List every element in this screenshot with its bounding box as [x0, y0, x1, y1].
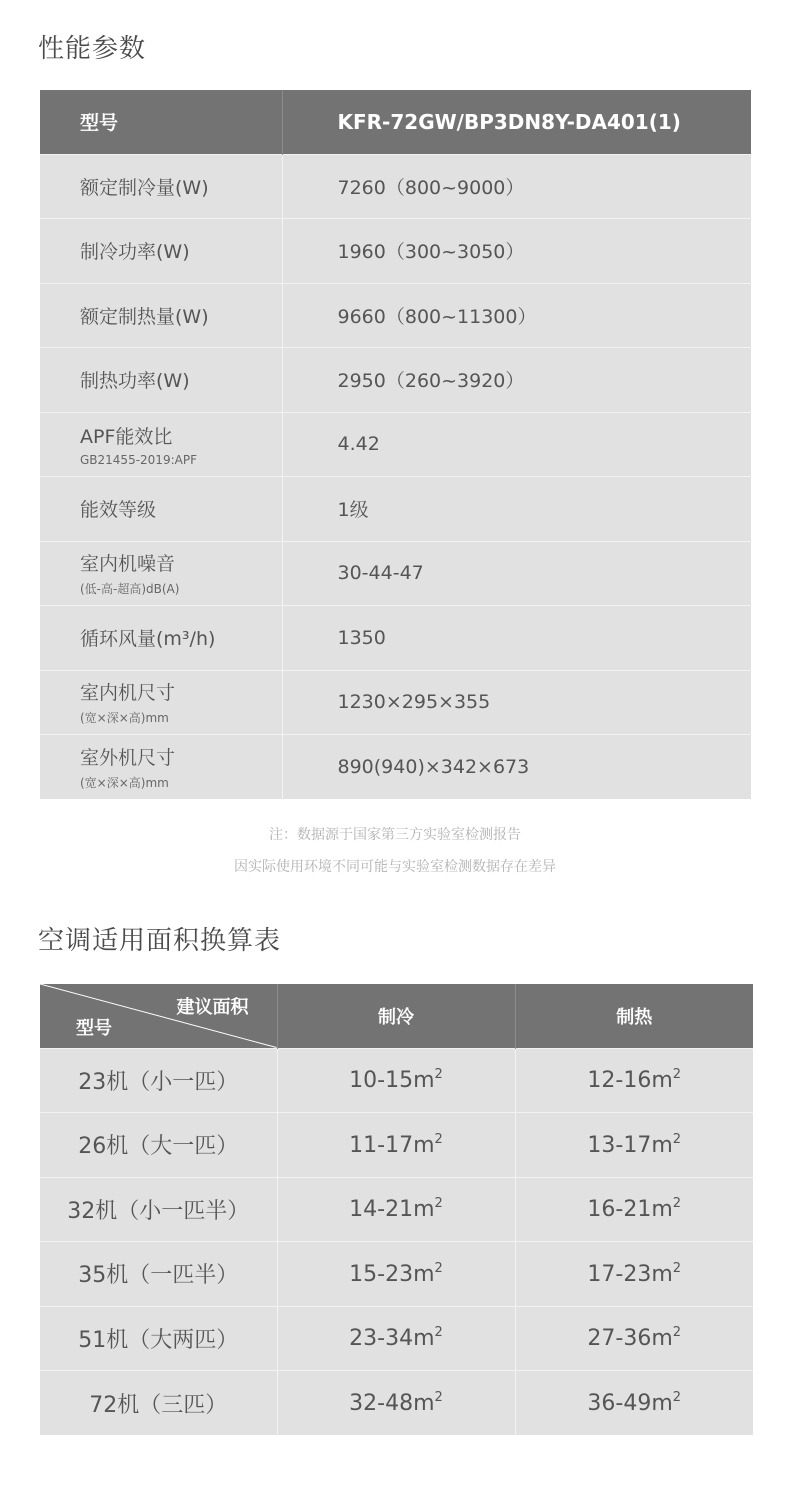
spec-row-value: 1960（300~3050） [282, 219, 751, 284]
area-row-heating [515, 1113, 753, 1178]
area-row-cooling-value: 11-17m [349, 1132, 435, 1158]
spec-row-name: 额定制热量(W) [80, 305, 209, 328]
spec-row-value: 9660（800~11300） [282, 283, 751, 348]
area-header-suggested-area: 建议面积 [176, 997, 249, 1018]
spec-row [40, 735, 751, 800]
spec-row-name: 额定制冷量(W) [80, 176, 209, 199]
area-row-cooling-value: 23-34m [349, 1326, 435, 1352]
spec-row-value: 7260（800~9000） [282, 154, 751, 219]
area-row-cooling [277, 1113, 515, 1178]
area-unit-superscript: 2 [434, 1390, 443, 1405]
spec-row-name-cell [40, 154, 282, 219]
spec-row-value: 4.42 [282, 412, 751, 477]
area-unit-superscript: 2 [434, 1196, 443, 1212]
area-section-title: 空调适用面积换算表 [38, 926, 282, 956]
area-unit-superscript: 2 [434, 1325, 443, 1341]
area-header-model: 型号 [76, 1017, 112, 1039]
area-row-cooling [277, 1048, 515, 1113]
area-unit-superscript: 2 [672, 1260, 682, 1276]
spec-row-value: 30-44-47 [282, 541, 751, 606]
spec-row-name-cell [40, 477, 282, 542]
spec-row [40, 477, 751, 542]
area-unit-superscript: 2 [672, 1390, 682, 1405]
spec-row-name: 制冷功率(W) [80, 241, 190, 264]
area-row-model: 35机（一匹半） [40, 1242, 277, 1307]
spec-row-value: 1级 [282, 477, 751, 542]
spec-table [40, 90, 751, 799]
spec-row-value: 890(940)×342×673 [282, 735, 751, 800]
area-row-heating-value: 36-49m [587, 1391, 673, 1416]
area-row-model: 72机（三匹） [40, 1371, 277, 1436]
area-unit-superscript: 2 [672, 1131, 682, 1147]
area-row-cooling [277, 1371, 515, 1436]
area-row [40, 1048, 753, 1113]
area-header-cooling: 制冷 [277, 984, 515, 1048]
area-row-cooling [277, 1242, 515, 1307]
area-row-cooling [277, 1177, 515, 1242]
area-row-heating-value: 12-16m [587, 1068, 673, 1094]
area-row-heating [515, 1306, 753, 1371]
area-row [40, 1242, 753, 1307]
spec-row-subnote: (低-高-超高)dB(A) [80, 582, 180, 597]
area-row-model: 32机（小一匹半） [40, 1177, 277, 1242]
note-line-2: 因实际使用环境不同可能与实验室检测数据存在差异 [234, 859, 556, 875]
spec-row-name-cell [40, 219, 282, 284]
area-row-model: 26机（大一匹） [40, 1113, 277, 1178]
area-header-diagonal-cell [40, 984, 277, 1048]
area-row-model: 23机（小一匹） [40, 1048, 277, 1113]
spec-row-value: 1350 [282, 606, 751, 671]
area-row-heating-value: 16-21m [587, 1197, 673, 1223]
spec-row-subnote: GB21455-2019:APF [80, 452, 197, 467]
area-unit-superscript: 2 [434, 1131, 443, 1147]
spec-row-name: 室外机尺寸 [80, 747, 176, 769]
spec-row-name: APF能效比 [80, 425, 173, 448]
area-row-cooling-value: 14-21m [349, 1197, 435, 1223]
area-row-heating [515, 1242, 753, 1307]
spec-row-subnote: (宽×深×高)mm [80, 776, 169, 790]
spec-row-name: 室内机尺寸 [80, 682, 176, 705]
area-row [40, 1306, 753, 1371]
spec-row-name-cell [40, 670, 282, 735]
area-unit-superscript: 2 [672, 1325, 682, 1341]
area-header-heating: 制热 [515, 984, 753, 1048]
spec-row [40, 154, 751, 219]
spec-row-name: 制热功率(W) [80, 370, 190, 393]
area-row-heating-value: 13-17m [587, 1132, 673, 1158]
area-row-cooling [277, 1306, 515, 1371]
spec-row-name-cell [40, 283, 282, 348]
spec-header-name: 型号 [40, 90, 282, 154]
area-row-cooling-value: 10-15m [349, 1068, 435, 1094]
area-row-cooling-value: 15-23m [349, 1261, 435, 1287]
note-line-1: 注：数据源于国家第三方实验室检测报告 [269, 827, 521, 843]
spec-row [40, 412, 751, 477]
area-row [40, 1177, 753, 1242]
spec-row-value: 1230×295×355 [282, 670, 751, 735]
area-row-heating [515, 1371, 753, 1436]
spec-row-name-cell [40, 412, 282, 477]
spec-row [40, 541, 751, 606]
spec-row [40, 606, 751, 671]
area-row-cooling-value: 32-48m [349, 1391, 435, 1416]
spec-row-name: 室内机噪音 [80, 553, 176, 576]
spec-row [40, 670, 751, 735]
area-table [40, 984, 753, 1435]
area-row [40, 1371, 753, 1436]
area-row-model: 51机（大两匹） [40, 1306, 277, 1371]
area-unit-superscript: 2 [672, 1067, 682, 1083]
area-row-heating-value: 27-36m [587, 1326, 673, 1352]
spec-header-row [40, 90, 751, 154]
spec-row [40, 283, 751, 348]
area-header-row [40, 984, 753, 1048]
spec-header-model: KFR-72GW/BP3DN8Y-DA401(1) [282, 90, 751, 154]
area-unit-superscript: 2 [672, 1196, 682, 1212]
area-row-heating [515, 1177, 753, 1242]
area-unit-superscript: 2 [434, 1067, 443, 1083]
spec-row-name-cell [40, 348, 282, 413]
area-unit-superscript: 2 [434, 1260, 443, 1276]
area-row-heating [515, 1048, 753, 1113]
spec-row-name-cell [40, 541, 282, 606]
spec-row [40, 348, 751, 413]
spec-row-name: 能效等级 [80, 499, 157, 522]
spec-row-value: 2950（260~3920） [282, 348, 751, 413]
spec-row-name-cell [40, 606, 282, 671]
spec-row [40, 219, 751, 284]
spec-row-subnote: (宽×深×高)mm [80, 711, 169, 726]
area-row-heating-value: 17-23m [587, 1261, 673, 1287]
spec-section-title: 性能参数 [38, 34, 147, 64]
spec-row-name: 循环风量(m³/h) [80, 628, 216, 651]
area-row [40, 1113, 753, 1178]
spec-row-name-cell [40, 735, 282, 800]
